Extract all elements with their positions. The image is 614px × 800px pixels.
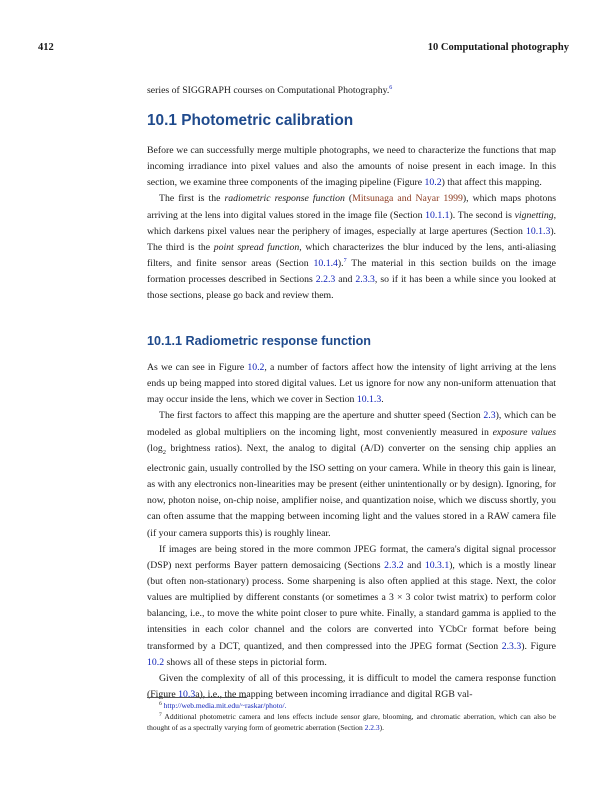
paragraph-6 — [147, 671, 556, 703]
section-ref-2-3-3[interactable]: 2.3.3 — [501, 640, 522, 652]
emphasis: point spread function — [213, 241, 300, 253]
paragraph-3 — [147, 360, 556, 408]
section-ref-2-3-2[interactable]: 2.3.2 — [384, 559, 404, 571]
text: ), which maps photons arriving at the lens into digital values stored in the image file (Section — [147, 193, 556, 221]
text: and — [403, 559, 425, 571]
intro-paragraph — [147, 83, 556, 99]
section-ref-10-3-1[interactable]: 10.3.1 — [424, 559, 450, 571]
text: . — [381, 394, 384, 406]
text: Before we can successfully merge multiple photographs, we need to characterize the functions that map incoming irradiance into pixel values and also the amounts of noise present in each image. In this section, we examine three components of the imaging pipeline (Figure — [147, 145, 556, 189]
text: ). The second is — [449, 209, 515, 221]
intro-text: series of SIGGRAPH courses on Computational Photography. — [147, 85, 390, 96]
section-ref-2-3-3[interactable]: 2.3.3 — [355, 274, 375, 286]
running-header — [38, 42, 569, 56]
footnote-text: ). — [379, 722, 385, 732]
paragraph-4 — [147, 408, 556, 541]
paragraph-2 — [147, 191, 556, 304]
footnote-ref-7[interactable]: 7 — [343, 258, 347, 265]
text: , a number of factors affect how the intensity of light arriving at the lens ends up being mapped into stored digital values. Let us ignore for now any non-uniform attenuation that may occur inside the lens, which we cover in Section — [147, 362, 556, 406]
text: (log — [147, 442, 163, 454]
text: ), which can be modeled as global multipliers on the incoming light, most conveniently measured in — [147, 410, 556, 438]
footnote-7 — [147, 712, 556, 733]
text: ), which is a mostly linear (but often non-stationary) process. Some sharpening is also often applied at this stage. Next, the color values are multiplied by different constants (or sometimes a 3 × 3 color twist matrix) to perform color balancing, i.e., to move the white point closer to pure white. Finally, a standard gamma is applied to the intensities in each color channel and the colors are converted into YCbCr format before being transformed by a DCT, quantized, and then compressed into the JPEG format (Section — [147, 559, 557, 652]
section-ref-2-2-3[interactable]: 2.2.3 — [364, 722, 380, 732]
section-ref-2-2-3[interactable]: 2.2.3 — [315, 274, 336, 286]
section-title: 10.1 Photometric calibration — [147, 112, 354, 129]
text: ) that affect this mapping. — [441, 177, 542, 189]
text: If images are being stored in the more common JPEG format, the camera's digital signal processor (DSP) next performs Bayer pattern demosaicing (Sections — [147, 543, 556, 571]
text: Given the complexity of all of this processing, it is difficult to model the camera response function (Figure — [147, 672, 556, 701]
text: and — [335, 274, 356, 286]
emphasis: vignetting — [514, 209, 554, 221]
section-ref-2-3[interactable]: 2.3 — [483, 410, 496, 422]
text: , which characterizes the blur induced by the lens, anti-aliasing filters, and finite sensor areas (Section — [147, 241, 556, 270]
text: The first factors to affect this mapping are the aperture and shutter speed (Section — [159, 410, 484, 422]
text: As we can see in Figure — [147, 362, 248, 373]
text: shows all of these steps in pictorial form. — [164, 656, 327, 668]
section-ref-10-1-3[interactable]: 10.1.3 — [525, 225, 551, 237]
subscript: 2 — [162, 448, 166, 456]
figure-ref-10-2[interactable]: 10.2 — [247, 362, 265, 373]
text: brightness ratios). Next, the analog to digital (A/D) converter on the sensing chip applies an electronic gain, usually controlled by the ISO setting on your camera. While in theory this gain is linear, as with any electronics non-linearities may be present (either unintentionally or by design). Ignoring, for now, photon noise, on-chip noise, amplifier noise, and quantization noise, which we discuss shortly, you can often assume that the mapping between incoming light and the values stored in a RAW camera file (if your camera supports this) is roughly linear. — [147, 442, 556, 539]
paragraph-5 — [147, 542, 556, 671]
section-heading — [147, 112, 556, 130]
figure-ref-10-2[interactable]: 10.2 — [424, 177, 442, 189]
text: The material in this section builds on the image formation processes described in Sections — [147, 258, 557, 286]
citation-mitsunaga-nayar[interactable]: Mitsunaga and Nayar 1999 — [352, 193, 463, 205]
subsection-body — [147, 360, 556, 703]
page-number: 412 — [38, 42, 54, 53]
chapter-title: 10 Computational photography — [427, 42, 569, 53]
text: The first is the — [159, 193, 225, 205]
footnote-text: Additional photometric camera and lens effects include sensor glare, blooming, and chromatic aberration, which can also be thought of as a spectrally varying form of geometric aberration (Section — [147, 712, 556, 732]
text: ). Figure — [521, 640, 556, 652]
section-ref-10-1-4[interactable]: 10.1.4 — [313, 258, 338, 270]
text: ( — [344, 193, 353, 205]
text: , which darkens pixel values near the periphery of images, especially at large apertures (Section — [147, 209, 557, 237]
text: ). — [337, 258, 344, 270]
emphasis: exposure values — [492, 426, 556, 438]
subsection-heading — [147, 333, 556, 349]
text: a), i.e., the mapping between incoming irradiance and digital RGB val- — [195, 689, 473, 701]
subsection-title: 10.1.1 Radiometric response function — [147, 334, 371, 348]
footnote-mark: 6 — [159, 701, 162, 707]
footnote-mark: 7 — [159, 712, 162, 718]
paragraph-1 — [147, 143, 556, 191]
text: ). The third is the — [147, 225, 556, 253]
footnote-6 — [147, 701, 556, 712]
figure-ref-10-3[interactable]: 10.3 — [178, 689, 196, 701]
text: , so if it has been a while since you looked at those sections, please go back and review them. — [147, 274, 557, 302]
section-ref-10-1-3[interactable]: 10.1.3 — [356, 394, 382, 406]
section-body — [147, 143, 556, 305]
footnote-url[interactable]: http://web.media.mit.edu/~raskar/photo/. — [163, 701, 287, 710]
footnote-rule — [147, 697, 247, 698]
footnote-ref-6[interactable]: 6 — [389, 85, 393, 91]
section-ref-10-1-1[interactable]: 10.1.1 — [425, 209, 450, 221]
emphasis: radiometric response function — [224, 193, 345, 205]
figure-ref-10-2[interactable]: 10.2 — [147, 656, 165, 668]
